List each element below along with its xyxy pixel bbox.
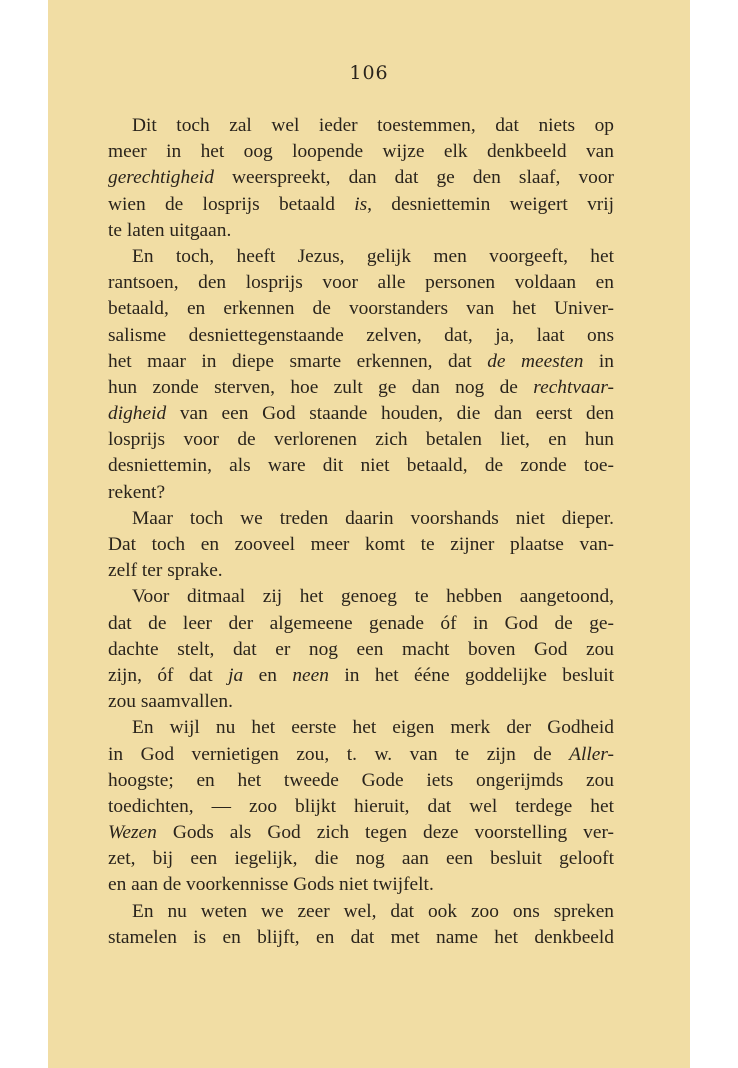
italic-term: rechtvaar- bbox=[533, 376, 614, 398]
text-segment: hoogste; en het tweede Gode iets ongerijmds zou bbox=[108, 769, 614, 791]
paragraph bbox=[108, 584, 614, 715]
text-segment: rantsoen, den losprijs voor alle personen voldaan en bbox=[108, 272, 614, 294]
italic-term: is bbox=[354, 193, 368, 215]
text-line bbox=[108, 611, 614, 637]
page-number: 106 bbox=[349, 62, 389, 84]
italic-term: Wezen bbox=[108, 822, 157, 844]
text-segment: wien de losprijs betaald bbox=[108, 193, 355, 215]
text-segment: salisme desniettegenstaande zelven, dat, ja, laat ons bbox=[108, 324, 614, 346]
paragraph bbox=[108, 715, 614, 898]
text-line bbox=[108, 165, 614, 191]
paragraph bbox=[108, 899, 614, 951]
text-segment: zet, bij een iegelijk, die nog aan een besluit gelooft bbox=[108, 848, 614, 870]
text-segment: weerspreekt, dan dat ge den slaaf, voor bbox=[213, 167, 614, 189]
text-segment: in God vernietigen zou, t. w. van te zijn de bbox=[108, 743, 570, 765]
text-line bbox=[108, 506, 614, 532]
text-line bbox=[108, 244, 614, 270]
text-line bbox=[108, 113, 614, 139]
text-line bbox=[108, 558, 614, 584]
text-segment: En nu weten we zeer wel, dat ook zoo ons spreken bbox=[132, 900, 614, 922]
text-line bbox=[108, 742, 614, 768]
text-segment: En toch, heeft Jezus, gelijk men voorgeeft, het bbox=[132, 245, 614, 267]
text-segment: rekent? bbox=[108, 481, 166, 503]
text-line bbox=[108, 401, 614, 427]
text-line bbox=[108, 270, 614, 296]
text-line bbox=[108, 846, 614, 872]
text-segment: toedichten, — zoo blijkt hieruit, dat wel terdege het bbox=[108, 795, 614, 817]
italic-term: de meesten bbox=[487, 350, 584, 372]
text-segment: hun zonde sterven, hoe zult ge dan nog de bbox=[108, 376, 534, 398]
text-segment: betaald, en erkennen de voorstanders van het Univer- bbox=[108, 298, 614, 320]
text-segment: , desniettemin weigert vrij bbox=[367, 193, 615, 215]
text-segment: zou saamvallen. bbox=[108, 691, 233, 713]
text-segment: desniettemin, als ware dit niet betaald, de zonde toe- bbox=[108, 455, 614, 477]
italic-term: neen bbox=[292, 664, 329, 686]
text-line bbox=[108, 192, 614, 218]
paragraph bbox=[108, 506, 614, 585]
text-line bbox=[108, 872, 614, 898]
text-segment: Voor ditmaal zij het genoeg te hebben aangetoond, bbox=[132, 586, 614, 608]
text-segment: zelf ter sprake. bbox=[108, 560, 223, 582]
text-line bbox=[108, 584, 614, 610]
text-line bbox=[108, 637, 614, 663]
italic-term: ja bbox=[228, 664, 244, 686]
text-line bbox=[108, 323, 614, 349]
text-line bbox=[108, 899, 614, 925]
text-line bbox=[108, 768, 614, 794]
text-line bbox=[108, 218, 614, 244]
italic-term: Aller- bbox=[569, 743, 614, 765]
text-line bbox=[108, 663, 614, 689]
italic-term: digheid bbox=[108, 403, 167, 425]
text-segment: te laten uitgaan. bbox=[108, 219, 232, 241]
text-segment: en bbox=[243, 664, 293, 686]
text-segment: en aan de voorkennisse Gods niet twijfelt. bbox=[108, 874, 434, 896]
text-segment: Gods als God zich tegen deze voorstelling ver- bbox=[156, 822, 614, 844]
text-line bbox=[108, 375, 614, 401]
text-line bbox=[108, 689, 614, 715]
text-line bbox=[108, 925, 614, 951]
text-segment: in het ééne goddelijke besluit bbox=[328, 664, 614, 686]
text-line bbox=[108, 427, 614, 453]
italic-term: gerechtigheid bbox=[108, 167, 214, 189]
text-segment: in bbox=[583, 350, 615, 372]
text-line bbox=[108, 532, 614, 558]
text-segment: Dat toch en zooveel meer komt te zijner plaatse van- bbox=[108, 534, 614, 555]
body-text bbox=[108, 113, 614, 951]
text-segment: zijn, óf dat bbox=[108, 664, 229, 686]
text-line bbox=[108, 480, 614, 506]
text-segment: dachte stelt, dat er nog een macht boven God zou bbox=[108, 638, 614, 660]
book-page bbox=[48, 0, 690, 1068]
text-segment: het maar in diepe smarte erkennen, dat bbox=[108, 350, 488, 372]
text-line bbox=[108, 715, 614, 741]
text-line bbox=[108, 453, 614, 479]
paragraph bbox=[108, 113, 614, 244]
text-line bbox=[108, 349, 614, 375]
text-segment: Dit toch zal wel ieder toestemmen, dat niets op bbox=[132, 115, 614, 136]
text-segment: dat de leer der algemeene genade óf in God de ge- bbox=[108, 612, 614, 634]
text-segment: losprijs voor de verlorenen zich betalen liet, en hun bbox=[108, 429, 614, 451]
text-line bbox=[108, 794, 614, 820]
text-line bbox=[108, 139, 614, 165]
text-segment: En wijl nu het eerste het eigen merk der Godheid bbox=[132, 717, 614, 739]
text-segment: stamelen is en blijft, en dat met name het denkbeeld bbox=[108, 926, 614, 948]
text-line bbox=[108, 820, 614, 846]
text-segment: van een God staande houden, die dan eerst den bbox=[166, 403, 614, 425]
text-line bbox=[108, 296, 614, 322]
paragraph bbox=[108, 244, 614, 506]
text-segment: meer in het oog loopende wijze elk denkbeeld van bbox=[108, 141, 614, 163]
text-segment: Maar toch we treden daarin voorshands niet dieper. bbox=[132, 507, 614, 529]
